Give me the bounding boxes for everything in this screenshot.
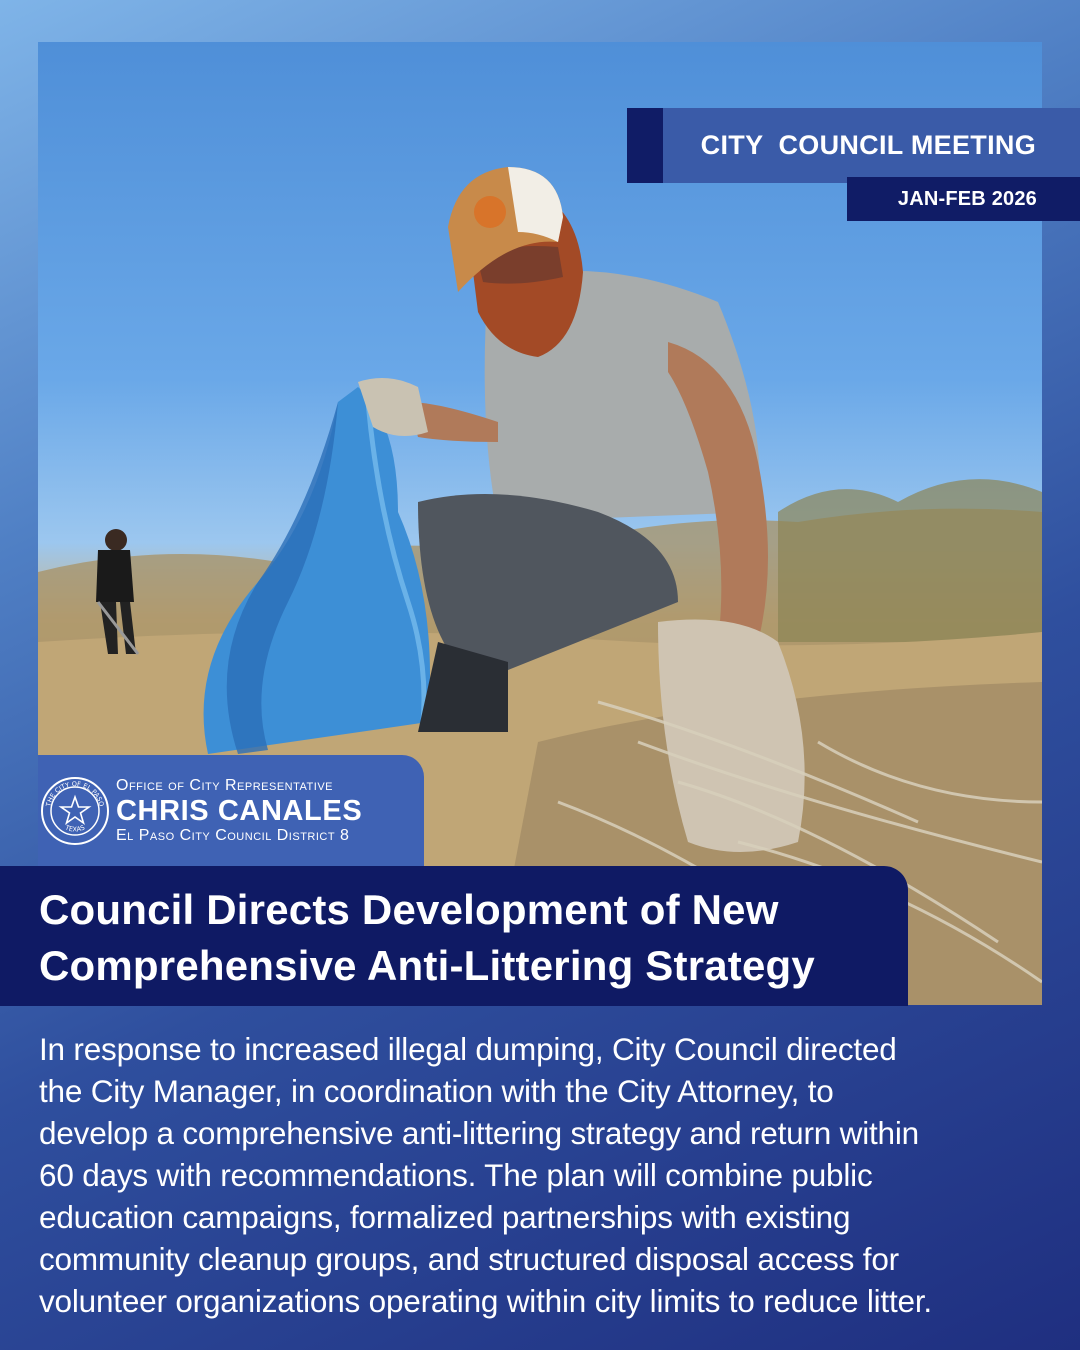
- meeting-date: JAN-FEB 2026: [897, 187, 1037, 210]
- office-badge: [38, 755, 424, 867]
- headline-line-2: Comprehensive Anti-Littering Strategy: [39, 942, 815, 989]
- headline-banner: [0, 866, 908, 1006]
- headline: [39, 882, 815, 994]
- seal-text-bottom: TEXAS: [64, 823, 86, 834]
- meeting-tag: [627, 108, 1080, 183]
- office-line2: El Paso City Council District 8: [116, 827, 350, 844]
- body-text: [39, 1028, 1049, 1322]
- office-text: [116, 777, 362, 845]
- body-line: volunteer organizations operating within city limits to reduce litter.: [39, 1283, 932, 1319]
- date-tag: [847, 177, 1080, 221]
- body-line: the City Manager, in coordination with the City Attorney, to: [39, 1073, 834, 1109]
- office-line1: Office of City Representative: [116, 777, 333, 794]
- office-name: CHRIS CANALES: [116, 795, 363, 827]
- headline-line-1: Council Directs Development of New: [39, 886, 779, 933]
- body-line: 60 days with recommendations. The plan will combine public: [39, 1157, 873, 1193]
- body-line: education campaigns, formalized partnerships with existing: [39, 1199, 851, 1235]
- city-seal-icon: [40, 776, 110, 846]
- seal-text-top: THE CITY OF EL PASO: [44, 779, 106, 808]
- meeting-title: CITY COUNCIL MEETING: [700, 130, 1036, 160]
- body-line: In response to increased illegal dumping, City Council directed: [39, 1031, 897, 1067]
- body-line: develop a comprehensive anti-littering strategy and return within: [39, 1115, 919, 1151]
- body-line: community cleanup groups, and structured disposal access for: [39, 1241, 899, 1277]
